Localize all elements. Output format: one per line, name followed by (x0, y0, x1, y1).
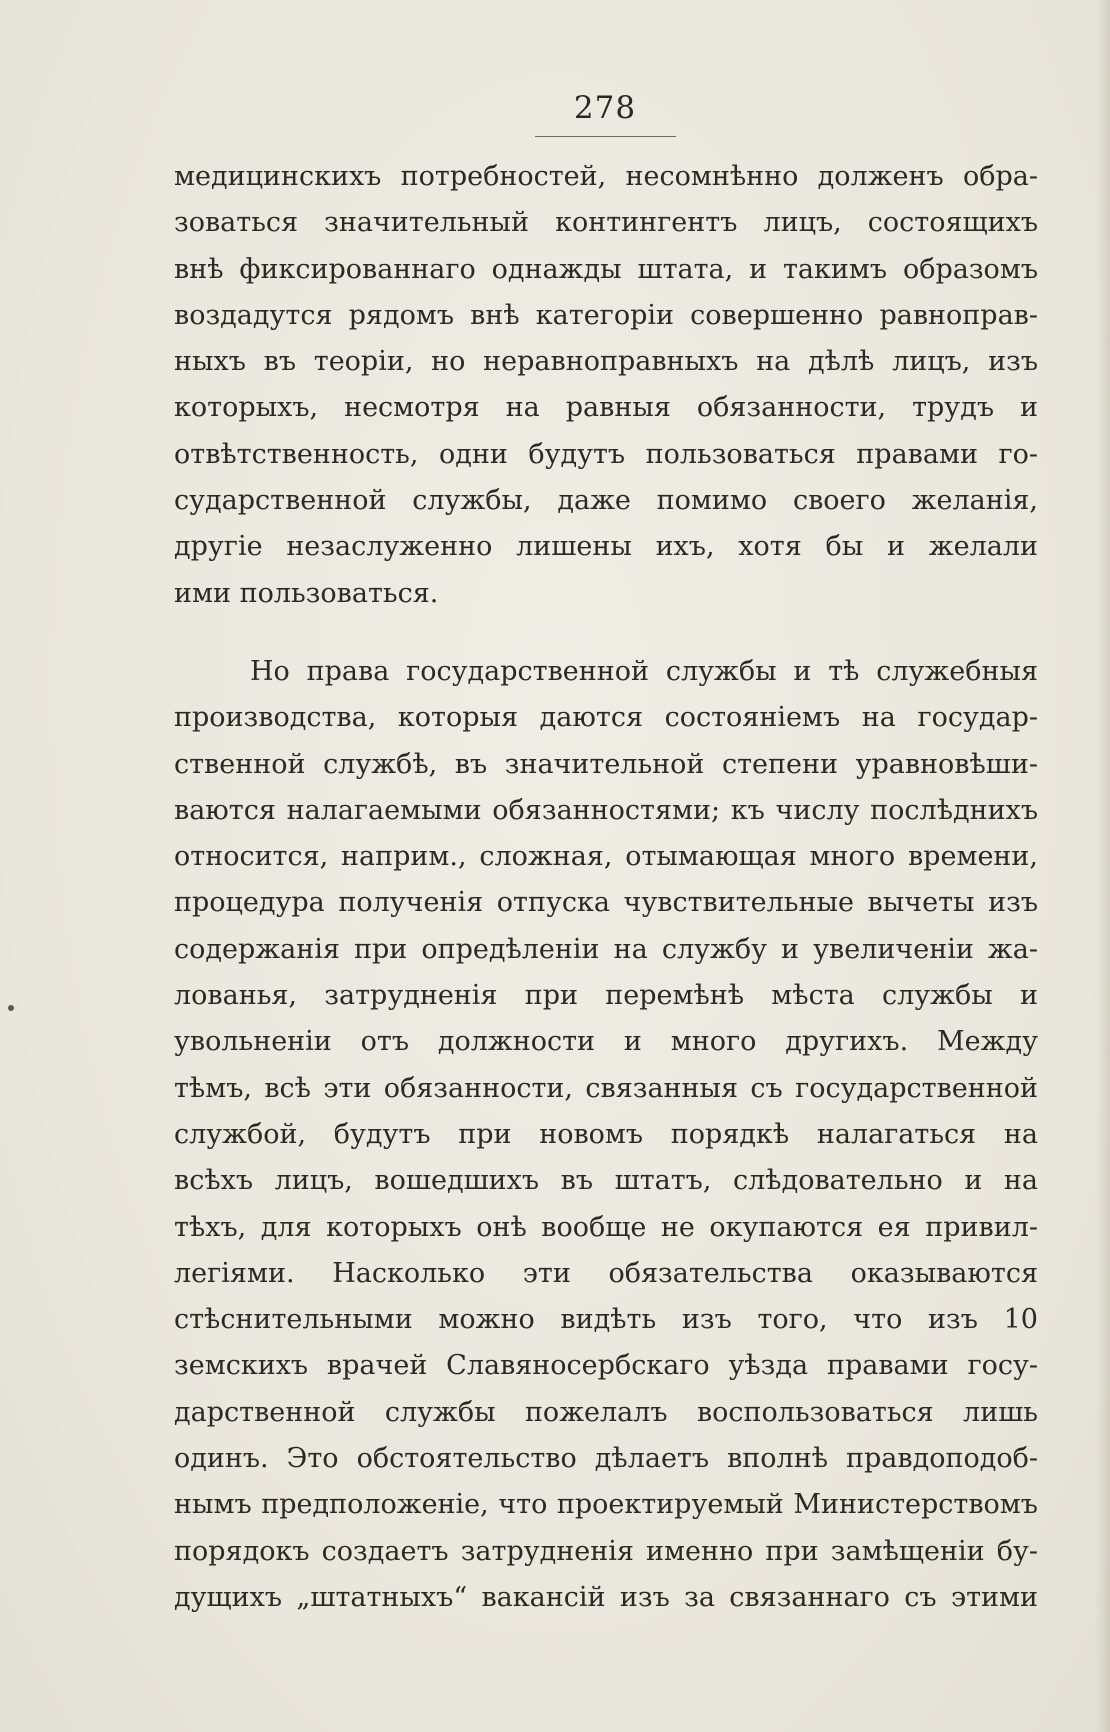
text-line: сударственной службы, даже помимо своего желанія, (174, 485, 1038, 517)
text-line: производства, которыя даются состояніемъ на государ- (174, 702, 1038, 734)
text-line: нымъ предположеніе, что проектируемый Министерствомъ (174, 1489, 1038, 1521)
text-line: земскихъ врачей Славяносербскаго уѣзда правами госу- (174, 1350, 1038, 1382)
text-line: тѣхъ, для которыхъ онѣ вообще не окупаются ея привил- (174, 1211, 1038, 1243)
text-line: другіе незаслуженно лишены ихъ, хотя бы и желали (174, 531, 1038, 563)
text-line: увольненіи отъ должности и много другихъ. Между (174, 1026, 1038, 1058)
text-line: которыхъ, несмотря на равныя обязанности, трудъ и (174, 392, 1038, 424)
text-line: ими пользоваться. (174, 577, 439, 609)
text-line: стѣснительными можно видѣть изъ того, что изъ 10 (174, 1304, 1038, 1336)
text-line: легіями. Насколько эти обязательства оказываются (174, 1257, 1038, 1289)
page-number: 278 (573, 90, 637, 126)
text-line: Но права государственной службы и тѣ служебныя (250, 656, 1038, 687)
text-line: зоваться значительный контингентъ лицъ, состоящихъ (174, 207, 1038, 239)
text-line: медицинскихъ потребностей, несомнѣнно долженъ обра- (174, 161, 1038, 192)
text-line: процедура полученія отпуска чувствительные вычеты изъ (174, 887, 1038, 919)
text-line: лованья, затрудненія при перемѣнѣ мѣста службы и (174, 980, 1038, 1012)
text-line: ственной службѣ, въ значительной степени уравновѣши- (174, 748, 1038, 780)
text-line: всѣхъ лицъ, вошедшихъ въ штатъ, слѣдовательно и на (174, 1165, 1038, 1197)
text-line: ваются налагаемыми обязанностями; къ числу послѣднихъ (174, 794, 1038, 826)
paragraph-2 (174, 649, 1038, 1621)
text-line: относится, наприм., сложная, отымающая много времени, (174, 841, 1038, 873)
text-line: воздадутся рядомъ внѣ категоріи совершенно равноправ- (174, 299, 1038, 331)
margin-dot (8, 1005, 14, 1011)
text-line: дарственной службы пожелалъ воспользоваться лишь (174, 1396, 1038, 1428)
page-number-rule (535, 136, 676, 137)
text-line: одинъ. Это обстоятельство дѣлаетъ вполнѣ правдоподоб- (174, 1443, 1038, 1475)
text-line: отвѣтственность, одни будутъ пользоваться правами го- (174, 438, 1038, 470)
text-line: дущихъ „штатныхъ“ вакансій изъ за связаннаго съ этими (174, 1581, 1038, 1613)
page-edge-shadow (1096, 0, 1110, 1732)
text-line: внѣ фиксированнаго однажды штата, и такимъ образомъ (174, 253, 1038, 285)
paragraph-1 (174, 154, 1038, 617)
text-line: службой, будутъ при новомъ порядкѣ налагаться на (174, 1118, 1038, 1150)
text-line: содержанія при опредѣленіи на службу и увеличеніи жа- (174, 933, 1038, 965)
text-line: порядокъ создаетъ затрудненія именно при замѣщеніи бу- (174, 1535, 1038, 1567)
text-line: ныхъ въ теоріи, но неравноправныхъ на дѣлѣ лицъ, изъ (174, 346, 1038, 378)
text-line: тѣмъ, всѣ эти обязанности, связанныя съ государственной (174, 1072, 1038, 1104)
